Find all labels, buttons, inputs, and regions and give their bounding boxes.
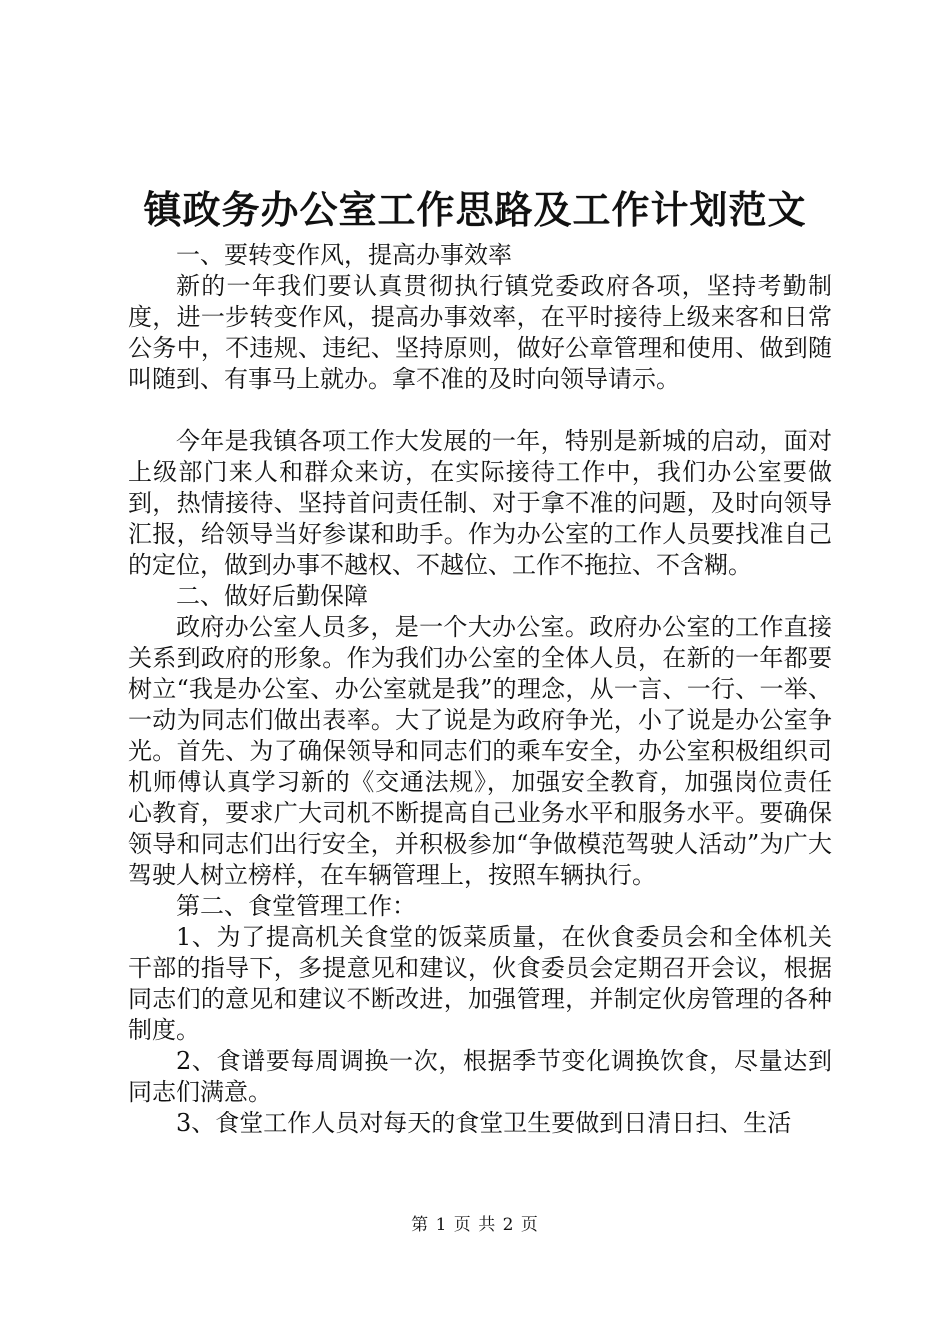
section-heading: 第二、食堂管理工作：	[176, 892, 416, 920]
section-heading: 一、要转变作风，提高办事效率	[176, 241, 512, 269]
page-number: 第 1 页 共 2 页	[411, 1215, 539, 1235]
body-paragraph: 今年是我镇各项工作大发展的一年，特别是新城的启动，面对上级部门来人和群众来访，在实际接待工作中，我们办公室要做到，热情接待、坚持首问责任制、对于拿不准的问题，及时向领导汇报，给领导当好参谋和助手。作为办公室的工作人员要找准自己的定位，做到办事不越权、不越位、工作不拖拉、不含糊。	[128, 427, 832, 579]
list-item: 3、食堂工作人员对每天的食堂卫生要做到日清日扫、生活	[176, 1109, 792, 1137]
body-paragraph: 新的一年我们要认真贯彻执行镇党委政府各项，坚持考勤制度，进一步转变作风，提高办事效率，在平时接待上级来客和日常公务中，不违规、违纪、坚持原则，做好公章管理和使用、做到随叫随到、有事马上就办。拿不准的及时向领导请示。	[128, 272, 832, 393]
document-body	[128, 240, 832, 1139]
list-item: 1、为了提高机关食堂的饭菜质量，在伙食委员会和全体机关干部的指导下，多提意见和建议，伙食委员会定期召开会议，根据同志们的意见和建议不断改进，加强管理，并制定伙房管理的各种制度。	[128, 923, 832, 1044]
list-item: 2、食谱要每周调换一次，根据季节变化调换饮食，尽量达到同志们满意。	[128, 1047, 832, 1106]
document-title: 镇政务办公室工作思路及工作计划范文	[143, 187, 807, 232]
body-paragraph: 政府办公室人员多，是一个大办公室。政府办公室的工作直接关系到政府的形象。作为我们办公室的全体人员，在新的一年都要树立“我是办公室、办公室就是我”的理念，从一言、一行、一举、一动为同志们做出表率。大了说是为政府争光，小了说是办公室争光。首先、为了确保领导和同志们的乘车安全，办公室积极组织司机师傅认真学习新的《交通法规》，加强安全教育，加强岗位责任心教育，要求广大司机不断提高自己业务水平和服务水平。要确保领导和同志们出行安全，并积极参加“争做模范驾驶人活动”为广大驾驶人树立榜样，在车辆管理上，按照车辆执行。	[128, 613, 832, 889]
section-heading: 二、做好后勤保障	[176, 582, 368, 610]
